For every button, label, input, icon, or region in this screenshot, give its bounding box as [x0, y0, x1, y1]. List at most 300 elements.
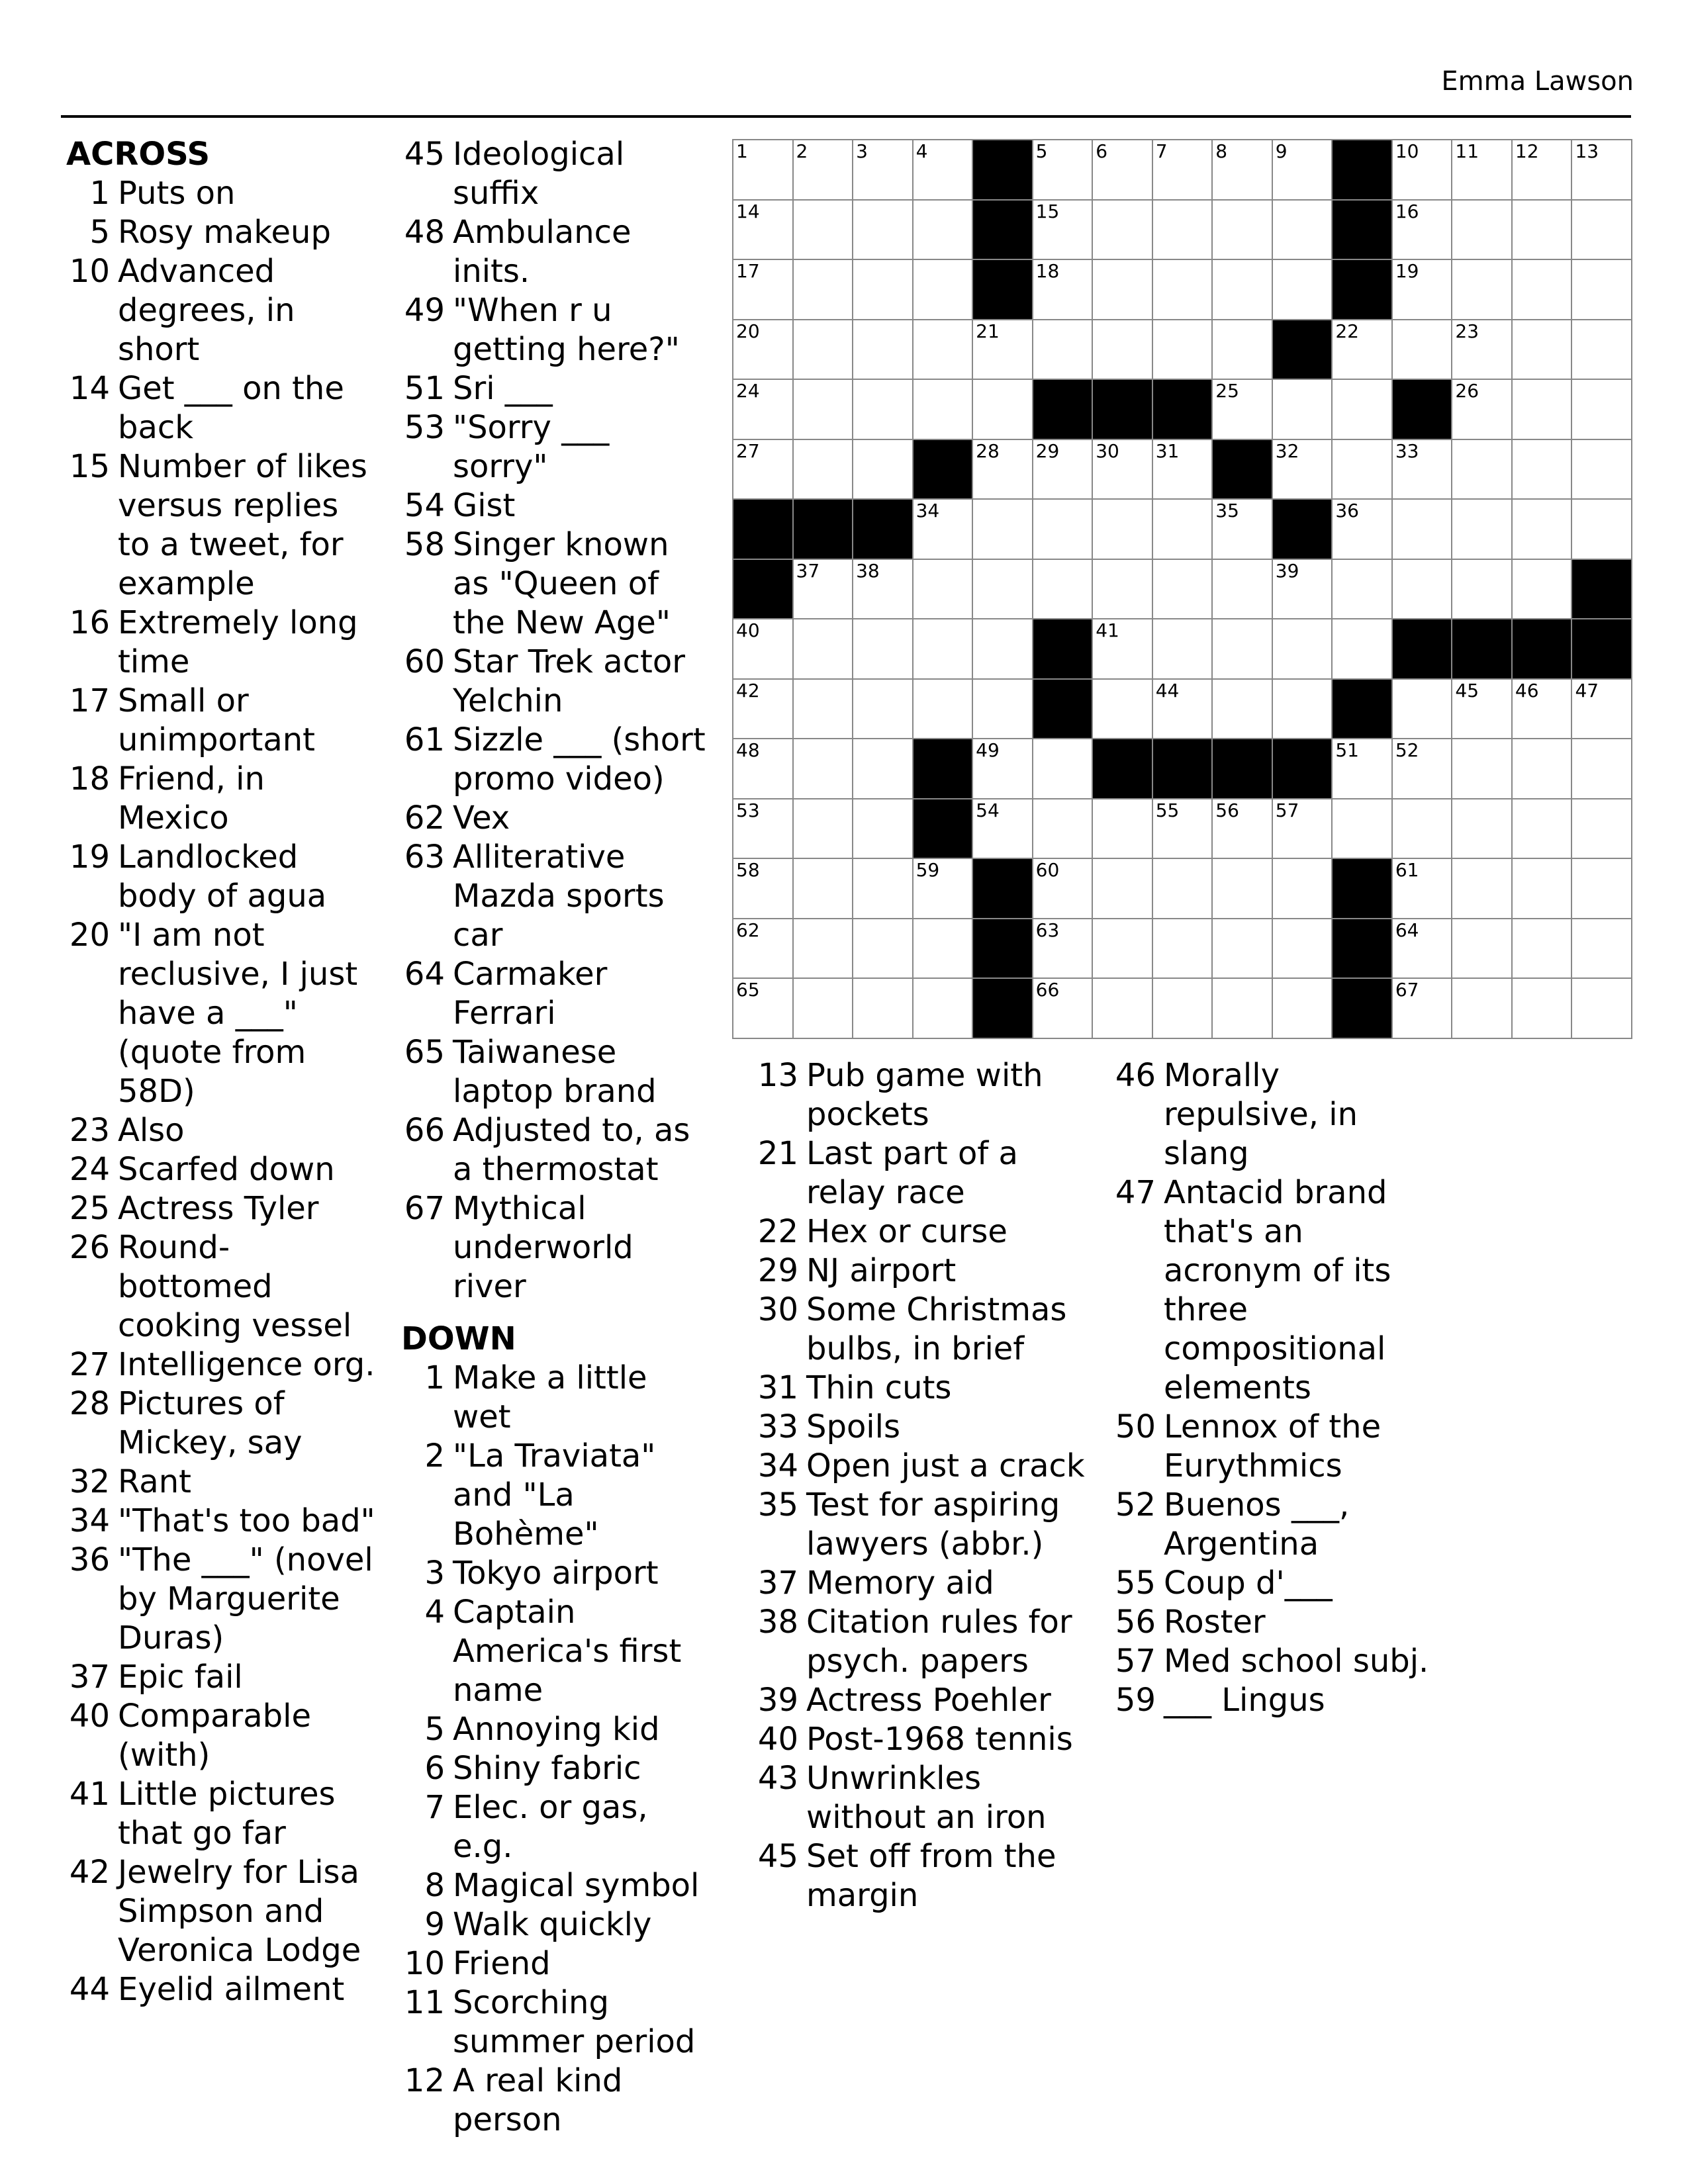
clue-across-49[interactable]	[401, 291, 712, 369]
grid-cell[interactable]	[1513, 560, 1573, 620]
grid-cell[interactable]	[1452, 979, 1513, 1039]
clue-down-30[interactable]	[755, 1291, 1092, 1369]
clue-number: 26	[69, 1229, 110, 1266]
grid-cell[interactable]	[1513, 680, 1573, 740]
grid-cell[interactable]	[1213, 979, 1273, 1039]
grid-cell[interactable]	[973, 320, 1033, 381]
clue-across-20[interactable]	[66, 916, 377, 1111]
grid-cell[interactable]	[1093, 680, 1153, 740]
grid-cell[interactable]	[1093, 979, 1153, 1039]
grid-cell[interactable]	[1572, 739, 1632, 799]
grid-cell[interactable]	[1153, 799, 1213, 860]
grid-cell[interactable]	[1452, 859, 1513, 919]
cell-number: 21	[976, 320, 1000, 342]
black-square	[853, 500, 914, 560]
clue-across-63[interactable]	[401, 838, 712, 955]
grid-cell[interactable]	[853, 739, 914, 799]
clue-across-45[interactable]	[401, 135, 712, 213]
grid-cell[interactable]	[1452, 799, 1513, 860]
grid-cell[interactable]	[1513, 919, 1573, 979]
clue-number: 37	[757, 1565, 798, 1602]
clue-down-40[interactable]	[755, 1720, 1092, 1759]
clue-down-47[interactable]	[1112, 1173, 1430, 1408]
clue-across-5[interactable]	[66, 213, 377, 252]
grid-cell[interactable]	[1452, 560, 1513, 620]
grid-cell[interactable]	[1213, 140, 1273, 201]
black-square	[1153, 739, 1213, 799]
grid-cell[interactable]	[914, 919, 974, 979]
grid-cell[interactable]	[1572, 260, 1632, 320]
grid-cell[interactable]	[1393, 201, 1453, 261]
black-square	[973, 260, 1033, 320]
grid-cell[interactable]	[1572, 140, 1632, 201]
grid-cell[interactable]	[973, 440, 1033, 500]
clue-down-1[interactable]	[401, 1359, 712, 1437]
grid-cell[interactable]	[1213, 320, 1273, 381]
grid-cell[interactable]	[853, 140, 914, 201]
grid-cell[interactable]	[1393, 500, 1453, 560]
clue-text: Singer known as "Queen of the New Age"	[453, 526, 671, 641]
clue-number: 37	[69, 1659, 110, 1696]
clue-down-9[interactable]	[401, 1905, 712, 1944]
grid-cell[interactable]	[1033, 979, 1094, 1039]
clue-text: Actress Tyler	[118, 1190, 319, 1227]
grid-cell[interactable]	[1033, 140, 1094, 201]
grid-cell[interactable]	[1333, 500, 1393, 560]
clue-across-10[interactable]	[66, 252, 377, 369]
grid-cell[interactable]	[914, 619, 974, 680]
clue-text: Little pictures that go far	[118, 1776, 336, 1852]
grid-cell[interactable]	[1153, 919, 1213, 979]
cell-number: 27	[736, 439, 760, 462]
grid-cell[interactable]	[1153, 320, 1213, 381]
grid-cell[interactable]	[1033, 799, 1094, 860]
grid-cell[interactable]	[1572, 320, 1632, 381]
clue-down-57[interactable]	[1112, 1642, 1430, 1681]
clue-down-55[interactable]	[1112, 1564, 1430, 1603]
clue-down-12[interactable]	[401, 2062, 712, 2140]
down-clues-column-3	[755, 1056, 1092, 1915]
grid-cell[interactable]	[1093, 560, 1153, 620]
clue-across-61[interactable]	[401, 721, 712, 799]
clue-across-14[interactable]	[66, 369, 377, 447]
grid-cell[interactable]	[914, 201, 974, 261]
clue-across-51[interactable]	[401, 369, 712, 408]
grid-cell[interactable]	[1273, 859, 1333, 919]
grid-cell[interactable]	[1513, 500, 1573, 560]
grid-cell[interactable]	[1093, 859, 1153, 919]
grid-cell[interactable]	[1213, 680, 1273, 740]
clue-text: Gist	[453, 487, 516, 524]
clue-down-52[interactable]	[1112, 1486, 1430, 1564]
grid-cell[interactable]	[794, 739, 854, 799]
grid-cell[interactable]	[1153, 260, 1213, 320]
grid-cell[interactable]	[1572, 979, 1632, 1039]
grid-cell[interactable]	[733, 859, 794, 919]
grid-cell[interactable]	[1093, 440, 1153, 500]
grid-cell[interactable]	[1213, 619, 1273, 680]
grid-cell[interactable]	[794, 320, 854, 381]
clue-down-4[interactable]	[401, 1593, 712, 1710]
grid-cell[interactable]	[1513, 380, 1573, 440]
grid-cell[interactable]	[973, 500, 1033, 560]
grid-cell[interactable]	[1033, 500, 1094, 560]
clue-down-33[interactable]	[755, 1408, 1092, 1447]
grid-cell[interactable]	[853, 799, 914, 860]
grid-cell[interactable]	[1393, 680, 1453, 740]
grid-cell[interactable]	[1213, 560, 1273, 620]
grid-cell[interactable]	[1153, 619, 1213, 680]
grid-cell[interactable]	[1513, 979, 1573, 1039]
grid-cell[interactable]	[1572, 680, 1632, 740]
grid-cell[interactable]	[1572, 919, 1632, 979]
clue-across-62[interactable]	[401, 799, 712, 838]
grid-cell[interactable]	[1452, 140, 1513, 201]
clue-across-23[interactable]	[66, 1111, 377, 1150]
grid-cell[interactable]	[1273, 380, 1333, 440]
clue-across-64[interactable]	[401, 955, 712, 1033]
grid-cell[interactable]	[1273, 680, 1333, 740]
grid-cell[interactable]	[733, 380, 794, 440]
clue-across-25[interactable]	[66, 1189, 377, 1228]
grid-cell[interactable]	[1452, 320, 1513, 381]
grid-cell[interactable]	[1093, 260, 1153, 320]
grid-cell[interactable]	[1273, 799, 1333, 860]
grid-cell[interactable]	[794, 201, 854, 261]
clue-text: Extremely long time	[118, 604, 358, 680]
clue-across-66[interactable]	[401, 1111, 712, 1189]
grid-cell[interactable]	[1273, 260, 1333, 320]
clue-number: 67	[404, 1190, 445, 1227]
grid-cell[interactable]	[1213, 380, 1273, 440]
clue-across-44[interactable]	[66, 1970, 377, 2009]
grid-cell[interactable]	[1153, 140, 1213, 201]
grid-cell[interactable]	[1093, 320, 1153, 381]
clue-down-38[interactable]	[755, 1603, 1092, 1681]
grid-cell[interactable]	[1033, 440, 1094, 500]
grid-cell[interactable]	[1393, 859, 1453, 919]
grid-cell[interactable]	[1393, 440, 1453, 500]
clue-across-53[interactable]	[401, 408, 712, 486]
black-square	[794, 500, 854, 560]
grid-cell[interactable]	[1452, 919, 1513, 979]
grid-cell[interactable]	[733, 260, 794, 320]
clue-down-11[interactable]	[401, 1983, 712, 2062]
grid-cell[interactable]	[1452, 440, 1513, 500]
grid-cell[interactable]	[1213, 201, 1273, 261]
grid-cell[interactable]	[914, 500, 974, 560]
clue-number: 53	[404, 409, 445, 446]
grid-cell[interactable]	[973, 560, 1033, 620]
grid-cell[interactable]	[1452, 260, 1513, 320]
grid-cell[interactable]	[1213, 799, 1273, 860]
grid-cell[interactable]	[1033, 919, 1094, 979]
clue-down-31[interactable]	[755, 1369, 1092, 1408]
grid-cell[interactable]	[853, 680, 914, 740]
black-square	[1333, 919, 1393, 979]
clue-across-16[interactable]	[66, 604, 377, 682]
grid-cell[interactable]	[1513, 440, 1573, 500]
grid-cell[interactable]	[1273, 919, 1333, 979]
grid-cell[interactable]	[794, 799, 854, 860]
grid-cell[interactable]	[1513, 260, 1573, 320]
grid-cell[interactable]	[794, 680, 854, 740]
grid-cell[interactable]	[733, 680, 794, 740]
grid-cell[interactable]	[794, 560, 854, 620]
grid-cell[interactable]	[914, 380, 974, 440]
clue-across-65[interactable]	[401, 1033, 712, 1111]
cell-number: 38	[856, 559, 880, 582]
clue-down-34[interactable]	[755, 1447, 1092, 1486]
grid-cell[interactable]	[733, 140, 794, 201]
grid-cell[interactable]	[1333, 380, 1393, 440]
clue-number: 18	[69, 760, 110, 797]
clue-across-15[interactable]	[66, 447, 377, 604]
grid-cell[interactable]	[1333, 799, 1393, 860]
grid-cell[interactable]	[1393, 320, 1453, 381]
clue-down-21[interactable]	[755, 1134, 1092, 1212]
clue-down-50[interactable]	[1112, 1408, 1430, 1486]
grid-cell[interactable]	[1572, 380, 1632, 440]
clue-text: Friend, in Mexico	[118, 760, 265, 837]
grid-cell[interactable]	[1213, 500, 1273, 560]
clue-text: Vex	[453, 799, 510, 837]
clue-down-22[interactable]	[755, 1212, 1092, 1251]
grid-cell[interactable]	[973, 799, 1033, 860]
grid-cell[interactable]	[1572, 859, 1632, 919]
grid-cell[interactable]	[914, 140, 974, 201]
clue-across-58[interactable]	[401, 525, 712, 643]
grid-cell[interactable]	[973, 739, 1033, 799]
clue-text: Antacid brand that's an acronym of its three compositional elements	[1164, 1174, 1391, 1406]
clue-down-8[interactable]	[401, 1866, 712, 1905]
clue-down-29[interactable]	[755, 1251, 1092, 1291]
clue-text: Buenos ___, Argentina	[1164, 1486, 1350, 1563]
grid-cell[interactable]	[853, 201, 914, 261]
clue-across-60[interactable]	[401, 643, 712, 721]
clue-down-59[interactable]	[1112, 1681, 1430, 1720]
clue-down-5[interactable]	[401, 1710, 712, 1749]
grid-cell[interactable]	[1513, 320, 1573, 381]
grid-cell[interactable]	[1213, 919, 1273, 979]
grid-cell[interactable]	[973, 680, 1033, 740]
grid-cell[interactable]	[1153, 201, 1213, 261]
grid-cell[interactable]	[1452, 201, 1513, 261]
grid-cell[interactable]	[853, 260, 914, 320]
clue-text: Puts on	[118, 175, 236, 212]
clue-across-42[interactable]	[66, 1853, 377, 1970]
cell-number: 24	[736, 380, 760, 402]
clue-down-6[interactable]	[401, 1749, 712, 1788]
grid-cell[interactable]	[1513, 201, 1573, 261]
clue-number: 19	[69, 839, 110, 876]
grid-cell[interactable]	[1273, 560, 1333, 620]
clue-down-37[interactable]	[755, 1564, 1092, 1603]
grid-cell[interactable]	[794, 859, 854, 919]
grid-cell[interactable]	[1273, 619, 1333, 680]
grid-cell[interactable]	[853, 619, 914, 680]
grid-cell[interactable]	[733, 979, 794, 1039]
grid-cell[interactable]	[973, 619, 1033, 680]
grid-cell[interactable]	[1153, 680, 1213, 740]
clue-down-3[interactable]	[401, 1554, 712, 1593]
grid-cell[interactable]	[1513, 739, 1573, 799]
grid-cell[interactable]	[1153, 979, 1213, 1039]
clue-down-7[interactable]	[401, 1788, 712, 1866]
grid-cell[interactable]	[733, 619, 794, 680]
grid-cell[interactable]	[1333, 440, 1393, 500]
clue-across-26[interactable]	[66, 1228, 377, 1345]
grid-cell[interactable]	[1333, 560, 1393, 620]
grid-cell[interactable]	[1093, 919, 1153, 979]
grid-cell[interactable]	[1153, 560, 1213, 620]
grid-cell[interactable]	[853, 320, 914, 381]
grid-cell[interactable]	[794, 380, 854, 440]
clue-across-54[interactable]	[401, 486, 712, 525]
clue-down-13[interactable]	[755, 1056, 1092, 1134]
grid-cell[interactable]	[1452, 500, 1513, 560]
clue-across-1[interactable]	[66, 174, 377, 213]
grid-cell[interactable]	[1093, 619, 1153, 680]
grid-cell[interactable]	[1393, 979, 1453, 1039]
clue-across-34[interactable]	[66, 1502, 377, 1541]
grid-cell[interactable]	[1333, 320, 1393, 381]
grid-cell[interactable]	[853, 560, 914, 620]
cell-number: 37	[796, 559, 820, 582]
grid-cell[interactable]	[1572, 500, 1632, 560]
grid-cell[interactable]	[853, 919, 914, 979]
clue-number: 55	[1115, 1565, 1156, 1602]
clue-across-40[interactable]	[66, 1697, 377, 1775]
cell-number: 34	[915, 500, 940, 522]
grid-cell[interactable]	[1093, 500, 1153, 560]
grid-cell[interactable]	[914, 320, 974, 381]
grid-cell[interactable]	[914, 260, 974, 320]
grid-cell[interactable]	[1572, 201, 1632, 261]
grid-cell[interactable]	[1393, 919, 1453, 979]
grid-cell[interactable]	[853, 440, 914, 500]
grid-cell[interactable]	[1333, 739, 1393, 799]
grid-cell[interactable]	[733, 201, 794, 261]
cell-number: 36	[1335, 500, 1359, 522]
clue-down-2[interactable]	[401, 1437, 712, 1554]
grid-cell[interactable]	[1093, 140, 1153, 201]
grid-cell[interactable]	[1273, 201, 1333, 261]
clue-across-67[interactable]	[401, 1189, 712, 1306]
clue-down-45[interactable]	[755, 1837, 1092, 1915]
grid-cell[interactable]	[794, 619, 854, 680]
grid-cell[interactable]	[1093, 799, 1153, 860]
grid-cell[interactable]	[1393, 560, 1453, 620]
grid-cell[interactable]	[1452, 380, 1513, 440]
grid-cell[interactable]	[1452, 680, 1513, 740]
grid-cell[interactable]	[1393, 739, 1453, 799]
clue-text: Round-bottomed cooking vessel	[118, 1229, 352, 1344]
clue-down-39[interactable]	[755, 1681, 1092, 1720]
grid-cell[interactable]	[794, 979, 854, 1039]
grid-cell[interactable]	[853, 380, 914, 440]
grid-cell[interactable]	[794, 440, 854, 500]
clue-down-43[interactable]	[755, 1759, 1092, 1837]
grid-cell[interactable]	[1033, 260, 1094, 320]
grid-cell[interactable]	[914, 979, 974, 1039]
grid-cell[interactable]	[914, 560, 974, 620]
clue-across-28[interactable]	[66, 1385, 377, 1463]
clue-across-48[interactable]	[401, 213, 712, 291]
clue-across-27[interactable]	[66, 1345, 377, 1385]
grid-cell[interactable]	[1572, 440, 1632, 500]
grid-cell[interactable]	[1273, 979, 1333, 1039]
grid-cell[interactable]	[794, 919, 854, 979]
grid-cell[interactable]	[973, 380, 1033, 440]
clue-down-10[interactable]	[401, 1944, 712, 1983]
grid-cell[interactable]	[1153, 500, 1213, 560]
clue-across-32[interactable]	[66, 1463, 377, 1502]
clue-text: NJ airport	[806, 1252, 957, 1289]
grid-cell[interactable]	[1273, 440, 1333, 500]
grid-cell[interactable]	[733, 739, 794, 799]
grid-cell[interactable]	[1213, 859, 1273, 919]
clue-across-18[interactable]	[66, 760, 377, 838]
clue-across-36[interactable]	[66, 1541, 377, 1658]
clue-text: Memory aid	[806, 1565, 994, 1602]
grid-cell[interactable]	[1213, 260, 1273, 320]
grid-cell[interactable]	[1452, 739, 1513, 799]
clue-text: Shiny fabric	[453, 1750, 641, 1787]
grid-cell[interactable]	[1033, 320, 1094, 381]
clue-across-41[interactable]	[66, 1775, 377, 1853]
grid-cell[interactable]	[1033, 560, 1094, 620]
grid-cell[interactable]	[733, 919, 794, 979]
clue-across-37[interactable]	[66, 1658, 377, 1697]
grid-cell[interactable]	[733, 440, 794, 500]
clue-down-56[interactable]	[1112, 1603, 1430, 1642]
grid-cell[interactable]	[1093, 201, 1153, 261]
black-square	[1273, 320, 1333, 381]
grid-cell[interactable]	[914, 680, 974, 740]
grid-cell[interactable]	[794, 140, 854, 201]
grid-cell[interactable]	[1393, 260, 1453, 320]
black-square	[1452, 619, 1513, 680]
grid-cell[interactable]	[1033, 201, 1094, 261]
grid-cell[interactable]	[1513, 859, 1573, 919]
grid-cell[interactable]	[914, 859, 974, 919]
grid-cell[interactable]	[733, 799, 794, 860]
grid-cell[interactable]	[1393, 140, 1453, 201]
grid-cell[interactable]	[1333, 619, 1393, 680]
grid-cell[interactable]	[1273, 140, 1333, 201]
grid-cell[interactable]	[1513, 799, 1573, 860]
clue-across-24[interactable]	[66, 1150, 377, 1189]
clue-across-19[interactable]	[66, 838, 377, 916]
grid-cell[interactable]	[1153, 440, 1213, 500]
grid-cell[interactable]	[1393, 799, 1453, 860]
cell-number: 17	[736, 260, 760, 283]
grid-cell[interactable]	[1153, 859, 1213, 919]
grid-cell[interactable]	[1033, 859, 1094, 919]
black-square	[1333, 859, 1393, 919]
clue-down-35[interactable]	[755, 1486, 1092, 1564]
grid-cell[interactable]	[853, 859, 914, 919]
grid-cell[interactable]	[1513, 140, 1573, 201]
clue-across-17[interactable]	[66, 682, 377, 760]
grid-cell[interactable]	[853, 979, 914, 1039]
grid-cell[interactable]	[1033, 739, 1094, 799]
grid-cell[interactable]	[1572, 799, 1632, 860]
grid-cell[interactable]	[733, 320, 794, 381]
grid-cell[interactable]	[794, 260, 854, 320]
clue-down-46[interactable]	[1112, 1056, 1430, 1173]
